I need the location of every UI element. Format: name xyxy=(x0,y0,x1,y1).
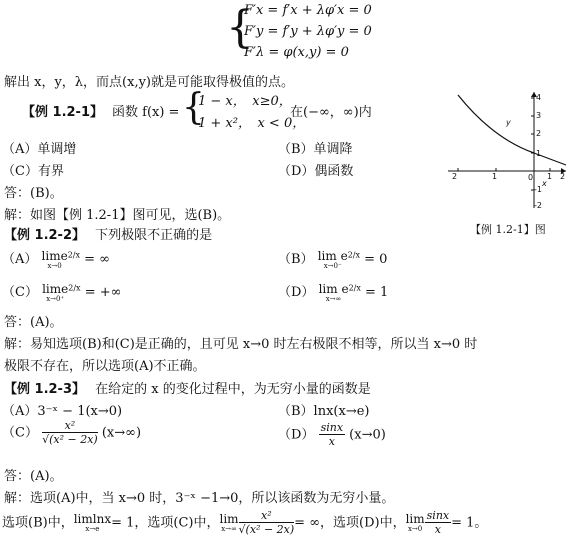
ex3-c-den: √(x² − 2x) xyxy=(42,433,98,446)
ex3-d-num: sinx xyxy=(320,421,344,434)
ex2-b-prefix: （B） xyxy=(278,252,314,267)
ex3-label: 【例 1.2-3】 xyxy=(4,382,85,397)
fig-ytick-m2: -2 xyxy=(534,201,542,210)
ex2-a-rhs: = ∞ xyxy=(84,252,110,267)
final-num3: sinx xyxy=(426,509,450,522)
fig-ylabel: y xyxy=(506,118,511,127)
ex3-c-num: x² xyxy=(42,420,98,433)
ex1-label: 【例 1.2-1】 xyxy=(22,105,103,120)
ex2-a-sub: x→0 xyxy=(47,261,62,270)
ex2-opt-a xyxy=(2,248,110,270)
ex2-solution-2: 极限不存在，所以选项(A)不正确。 xyxy=(4,359,206,374)
ex2-a-prefix: （A） xyxy=(2,252,38,267)
ex3-opt-a: （A）3⁻ˣ − 1(x→0) xyxy=(2,404,123,419)
ex2-c-rhs: = +∞ xyxy=(84,285,122,300)
ex1-stem-suffix: 在(−∞，∞)内 xyxy=(290,105,372,120)
ex3-opt-b: （B）lnx(x→e) xyxy=(278,404,370,419)
final-p4: = 1。 xyxy=(451,515,488,531)
ex2-a-sup: 2/x xyxy=(67,250,80,260)
ex2-d-prefix: （D） xyxy=(278,285,315,300)
final-sub2: x→∞ xyxy=(221,525,237,533)
ex3-d-suffix: (x→0) xyxy=(349,427,386,443)
final-sub3: x→0 xyxy=(407,525,423,533)
ex2-d-sub: x→∞ xyxy=(325,294,342,303)
ex1-solution: 解：如图【例 1.2-1】图可见，选(B)。 xyxy=(4,208,231,223)
ex2-b-sup: 2/x xyxy=(347,250,360,260)
final-p2: = 1，选项(C)中， xyxy=(111,515,220,531)
final-p3: = ∞，选项(D)中， xyxy=(294,515,406,531)
ex3-answer: 答：(A)。 xyxy=(4,469,63,484)
fig-ytick-0: 0 xyxy=(528,173,534,182)
ex1-opt-c: （C）有界 xyxy=(2,164,64,179)
ex3-stem: 在给定的 x 的变化过程中，为无穷小量的函数是 xyxy=(95,382,371,397)
ex2-opt-c xyxy=(2,281,121,303)
ex1-opt-d: （D）偶函数 xyxy=(278,164,354,179)
fig-xtick-m2: 2 xyxy=(452,172,458,181)
ex3-d-den: x xyxy=(328,435,335,448)
ex2-d-rhs: = 1 xyxy=(365,285,389,300)
system-eq1: F′x = f′x + λφ′x = 0 xyxy=(244,3,372,18)
ex2-header xyxy=(4,224,212,243)
ex3-solution: 解：选项(A)中，当 x→0 时，3⁻ˣ −1→0，所以该函数为无穷小量。 xyxy=(4,491,395,506)
ex3-final-line xyxy=(2,510,487,536)
ex2-c-sub: x→0⁺ xyxy=(46,294,65,303)
ex2-b-sub: x→0⁻ xyxy=(323,261,342,270)
ex3-opt-d xyxy=(278,422,386,448)
system-eq3: F′λ = φ(x,y) = 0 xyxy=(244,45,349,60)
ex1-case1: 1 − x， x≥0， xyxy=(198,94,292,109)
final-lim2: lim xyxy=(219,512,239,526)
ex3-header xyxy=(4,378,371,397)
system-eq2: F′y = f′y + λφ′y = 0 xyxy=(244,24,372,39)
ex2-c-sup: 2/x xyxy=(68,283,81,293)
ex2-a-lim: lime xyxy=(41,248,68,263)
ex1-figure xyxy=(448,90,568,210)
system-brace: { xyxy=(226,2,254,53)
final-sub1: x→e xyxy=(85,525,100,533)
final-lim3: lim xyxy=(405,512,425,526)
ex1-brace: { xyxy=(182,87,205,128)
fig-ytick-3: 3 xyxy=(536,111,542,120)
final-lim1: limlnx xyxy=(73,512,112,526)
ex2-solution-1: 解：易知选项(B)和(C)是正确的，且可见 x→0 时左右极限不相等，所以当 x→0 时 xyxy=(4,337,478,352)
ex1-answer: 答：(B)。 xyxy=(4,186,63,201)
ex2-opt-b xyxy=(278,248,387,270)
figure-caption: 【例 1.2-1】图 xyxy=(470,223,546,236)
final-den3: x xyxy=(434,523,441,536)
intro-text: 解出 x，y，λ，而点(x,y)就是可能取得极值的点。 xyxy=(4,75,294,90)
fig-ytick-4: 4 xyxy=(536,93,542,102)
ex1-stem-prefix: 函数 f(x) = xyxy=(112,105,180,120)
final-num2: x² xyxy=(239,510,295,523)
fig-ytick-2: 2 xyxy=(536,129,542,138)
fig-xtick-m1: 1 xyxy=(492,172,498,181)
final-den2: √(x² − 2x) xyxy=(238,523,295,536)
ex2-opt-d xyxy=(278,281,388,303)
ex3-d-prefix: （D） xyxy=(278,427,315,443)
fig-ytick-m1: -1 xyxy=(534,185,542,194)
ex2-stem: 下列极限不正确的是 xyxy=(95,228,213,243)
ex3-opt-c xyxy=(2,420,141,446)
ex1-opt-b: （B）单调降 xyxy=(278,142,353,157)
fig-xlabel: x xyxy=(542,179,547,188)
ex3-c-prefix: （C） xyxy=(2,425,38,441)
fig-xtick-1: 1 xyxy=(547,172,553,181)
ex1-case2: 1 + x²， x < 0， xyxy=(198,116,306,131)
ex2-d-lim: lim e xyxy=(318,281,349,296)
ex3-c-suffix: (x→∞) xyxy=(101,425,142,441)
ex2-b-lim: lim e xyxy=(317,248,348,263)
ex2-answer: 答：(A)。 xyxy=(4,315,63,330)
ex2-d-sup: 2/x xyxy=(348,283,361,293)
fig-xtick-2: 2 xyxy=(560,172,566,181)
final-p1: 选项(B)中， xyxy=(2,515,74,531)
ex2-b-rhs: = 0 xyxy=(364,252,388,267)
ex2-c-prefix: （C） xyxy=(2,285,38,300)
ex2-label: 【例 1.2-2】 xyxy=(4,228,85,243)
ex1-opt-a: （A）单调增 xyxy=(2,142,77,157)
ex2-c-lim: lime xyxy=(42,281,69,296)
fig-ytick-1: 1 xyxy=(536,149,542,158)
